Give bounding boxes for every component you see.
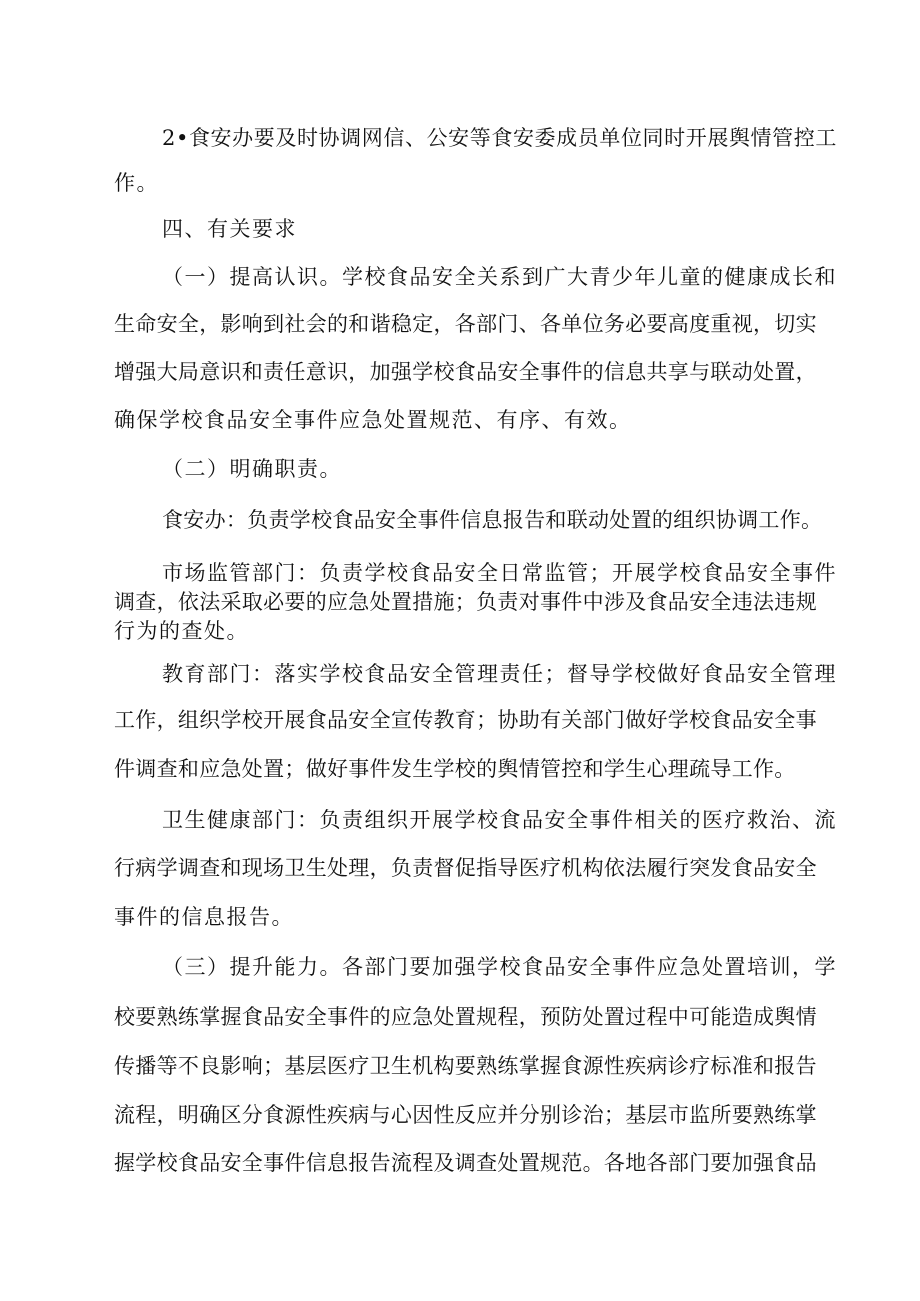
text-line: 生命安全，影响到社会的和谐稳定，各部门、各单位务必要高度重视，切实 (114, 312, 817, 336)
text-line: 行病学调查和现场卫生处理，负责督促指导医疗机构依法履行突发食品安全 (114, 856, 817, 880)
subsection-heading: （二）明确职责。 (162, 457, 342, 481)
text-line: 2•食安办要及时协调网信、公安等食安委成员单位同时开展舆情管控工 (162, 126, 837, 150)
section-heading: 四、有关要求 (162, 217, 297, 241)
text-line: 教育部门：落实学校食品安全管理责任；督导学校做好食品安全管理 (162, 662, 837, 686)
text-line: 行为的查处。 (114, 619, 249, 643)
text-line: 件调查和应急处置；做好事件发生学校的舆情管控和学生心理疏导工作。 (114, 757, 796, 781)
text-line: 传播等不良影响；基层医疗卫生机构要熟练掌握食源性疾病诊疗标准和报告 (114, 1054, 817, 1078)
text-line: 食安办：负责学校食品安全事件信息报告和联动处置的组织协调工作。 (162, 508, 823, 532)
text-line: 事件的信息报告。 (114, 905, 294, 929)
text-line: 市场监管部门：负责学校食品安全日常监管；开展学校食品安全事件 (162, 561, 837, 585)
text-line: 握学校食品安全事件信息报告流程及调查处置规范。各地各部门要加强食品 (114, 1151, 817, 1175)
text-line: 校要熟练掌握食品安全事件的应急处置规程，预防处置过程中可能造成舆情 (114, 1005, 817, 1029)
text-line: 卫生健康部门：负责组织开展学校食品安全事件相关的医疗救治、流 (162, 808, 837, 832)
text-line: 作。 (114, 171, 159, 195)
text-line: 流程，明确区分食源性疾病与心因性反应并分别诊治；基层市监所要熟练掌 (114, 1103, 817, 1127)
text-line: 增强大局意识和责任意识，加强学校食品安全事件的信息共享与联动处置， (114, 360, 817, 384)
text-line: 工作，组织学校开展食品安全宣传教育；协助有关部门做好学校食品安全事 (114, 708, 817, 732)
text-line: 确保学校食品安全事件应急处置规范、有序、有效。 (114, 408, 632, 432)
text-line: （三）提升能力。各部门要加强学校食品安全事件应急处置培训，学 (162, 955, 837, 979)
text-line: （一）提高认识。学校食品安全关系到广大青少年儿童的健康成长和 (162, 265, 837, 289)
text-line: 调查，依法采取必要的应急处置措施；负责对事件中涉及食品安全违法违规 (114, 590, 817, 614)
